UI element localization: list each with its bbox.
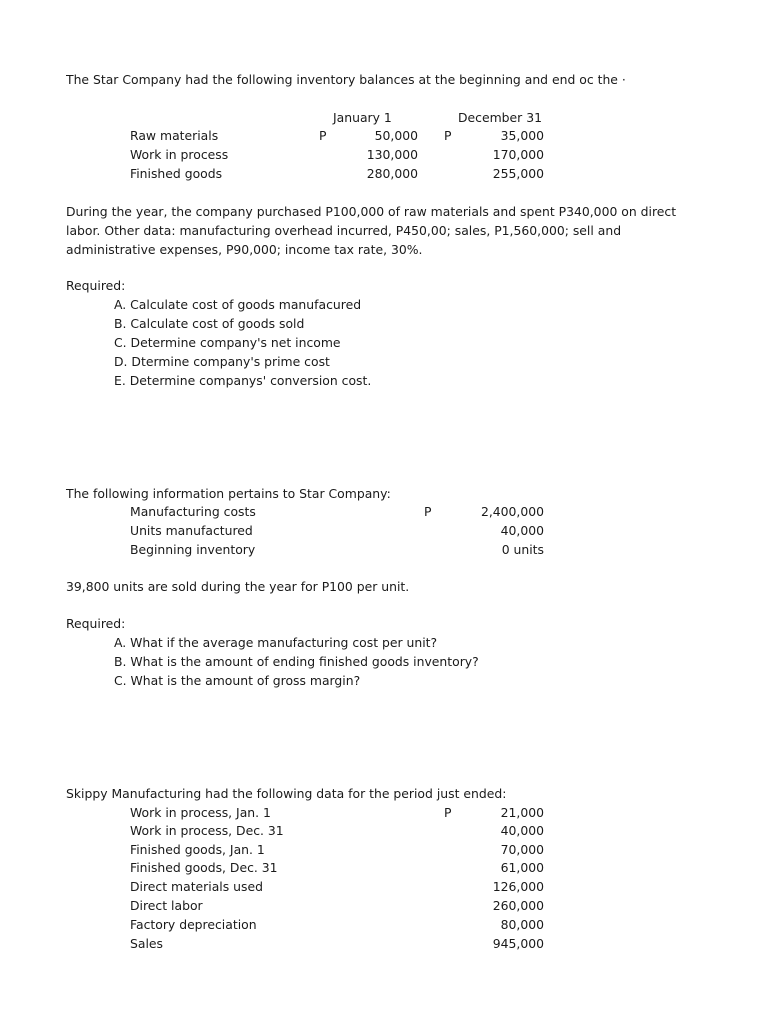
- problem2-required-label: Required:: [66, 616, 126, 631]
- data-row-label: Work in process, Dec. 31: [130, 823, 284, 838]
- data-row-value: 2,400,000: [480, 504, 544, 519]
- required-item: E. Determine companys' conversion cost.: [114, 373, 372, 388]
- data-row-label: Sales: [130, 936, 163, 951]
- data-row-label: Work in process, Jan. 1: [130, 805, 271, 820]
- problem1-required-label: Required:: [66, 278, 126, 293]
- required-item: C. Determine company's net income: [114, 335, 341, 350]
- data-row-value: 61,000: [500, 860, 544, 875]
- data-row-value: 21,000: [500, 805, 544, 820]
- data-row-value: 260,000: [492, 898, 544, 913]
- data-row-value: 40,000: [500, 523, 544, 538]
- required-item: A. What if the average manufacturing cost per unit?: [114, 635, 438, 650]
- problem2-intro: The following information pertains to Star Company:: [66, 486, 391, 501]
- data-row-label: Finished goods, Dec. 31: [130, 860, 278, 875]
- required-item: D. Dtermine company's prime cost: [114, 354, 330, 369]
- required-item: A. Calculate cost of goods manufacured: [114, 297, 362, 312]
- inventory-row-label: Work in process: [130, 147, 229, 162]
- inventory-row-jan: 50,000: [374, 128, 418, 143]
- inventory-row-label: Raw materials: [130, 128, 219, 143]
- col-header-jan: January 1: [333, 110, 392, 125]
- currency-dec: P: [444, 128, 452, 143]
- problem2-note: 39,800 units are sold during the year for P100 per unit.: [66, 579, 410, 594]
- data-row-value: 0 units: [501, 542, 544, 557]
- required-item: C. What is the amount of gross margin?: [114, 673, 361, 688]
- data-row-label: Manufacturing costs: [130, 504, 256, 519]
- data-row-value: 80,000: [500, 917, 544, 932]
- data-row-value: 945,000: [492, 936, 544, 951]
- data-row-label: Units manufactured: [130, 523, 253, 538]
- inventory-row-dec: 35,000: [500, 128, 544, 143]
- currency-jan: P: [319, 128, 327, 143]
- required-item: B. What is the amount of ending finished goods inventory?: [114, 654, 479, 669]
- data-row-value: 70,000: [500, 842, 544, 857]
- data-row-value: 126,000: [492, 879, 544, 894]
- required-item: B. Calculate cost of goods sold: [114, 316, 305, 331]
- data-row-label: Direct materials used: [130, 879, 263, 894]
- inventory-row-jan: 130,000: [366, 147, 418, 162]
- inventory-row-jan: 280,000: [366, 166, 418, 181]
- inventory-row-dec: 170,000: [492, 147, 544, 162]
- inventory-row-label: Finished goods: [130, 166, 223, 181]
- data-row-label: Finished goods, Jan. 1: [130, 842, 265, 857]
- col-header-dec: December 31: [458, 110, 542, 125]
- problem1-paragraph: During the year, the company purchased P100,000 of raw materials and spent P340,000 on direct labor. Other data: manufacturing overhead incurred, P450,00; sales, P1,560,000; sell and administrative expenses, P90,000; income tax rate, 30%.: [66, 204, 677, 257]
- inventory-row-dec: 255,000: [492, 166, 544, 181]
- data-row-value: 40,000: [500, 823, 544, 838]
- problem3-intro: Skippy Manufacturing had the following data for the period just ended:: [66, 786, 507, 801]
- currency-symbol: P: [424, 504, 432, 519]
- data-row-label: Factory depreciation: [130, 917, 257, 932]
- currency-symbol: P: [444, 805, 452, 820]
- data-row-label: Beginning inventory: [130, 542, 256, 557]
- problem1-intro: The Star Company had the following inventory balances at the beginning and end oc the ·: [66, 72, 626, 87]
- data-row-label: Direct labor: [130, 898, 203, 913]
